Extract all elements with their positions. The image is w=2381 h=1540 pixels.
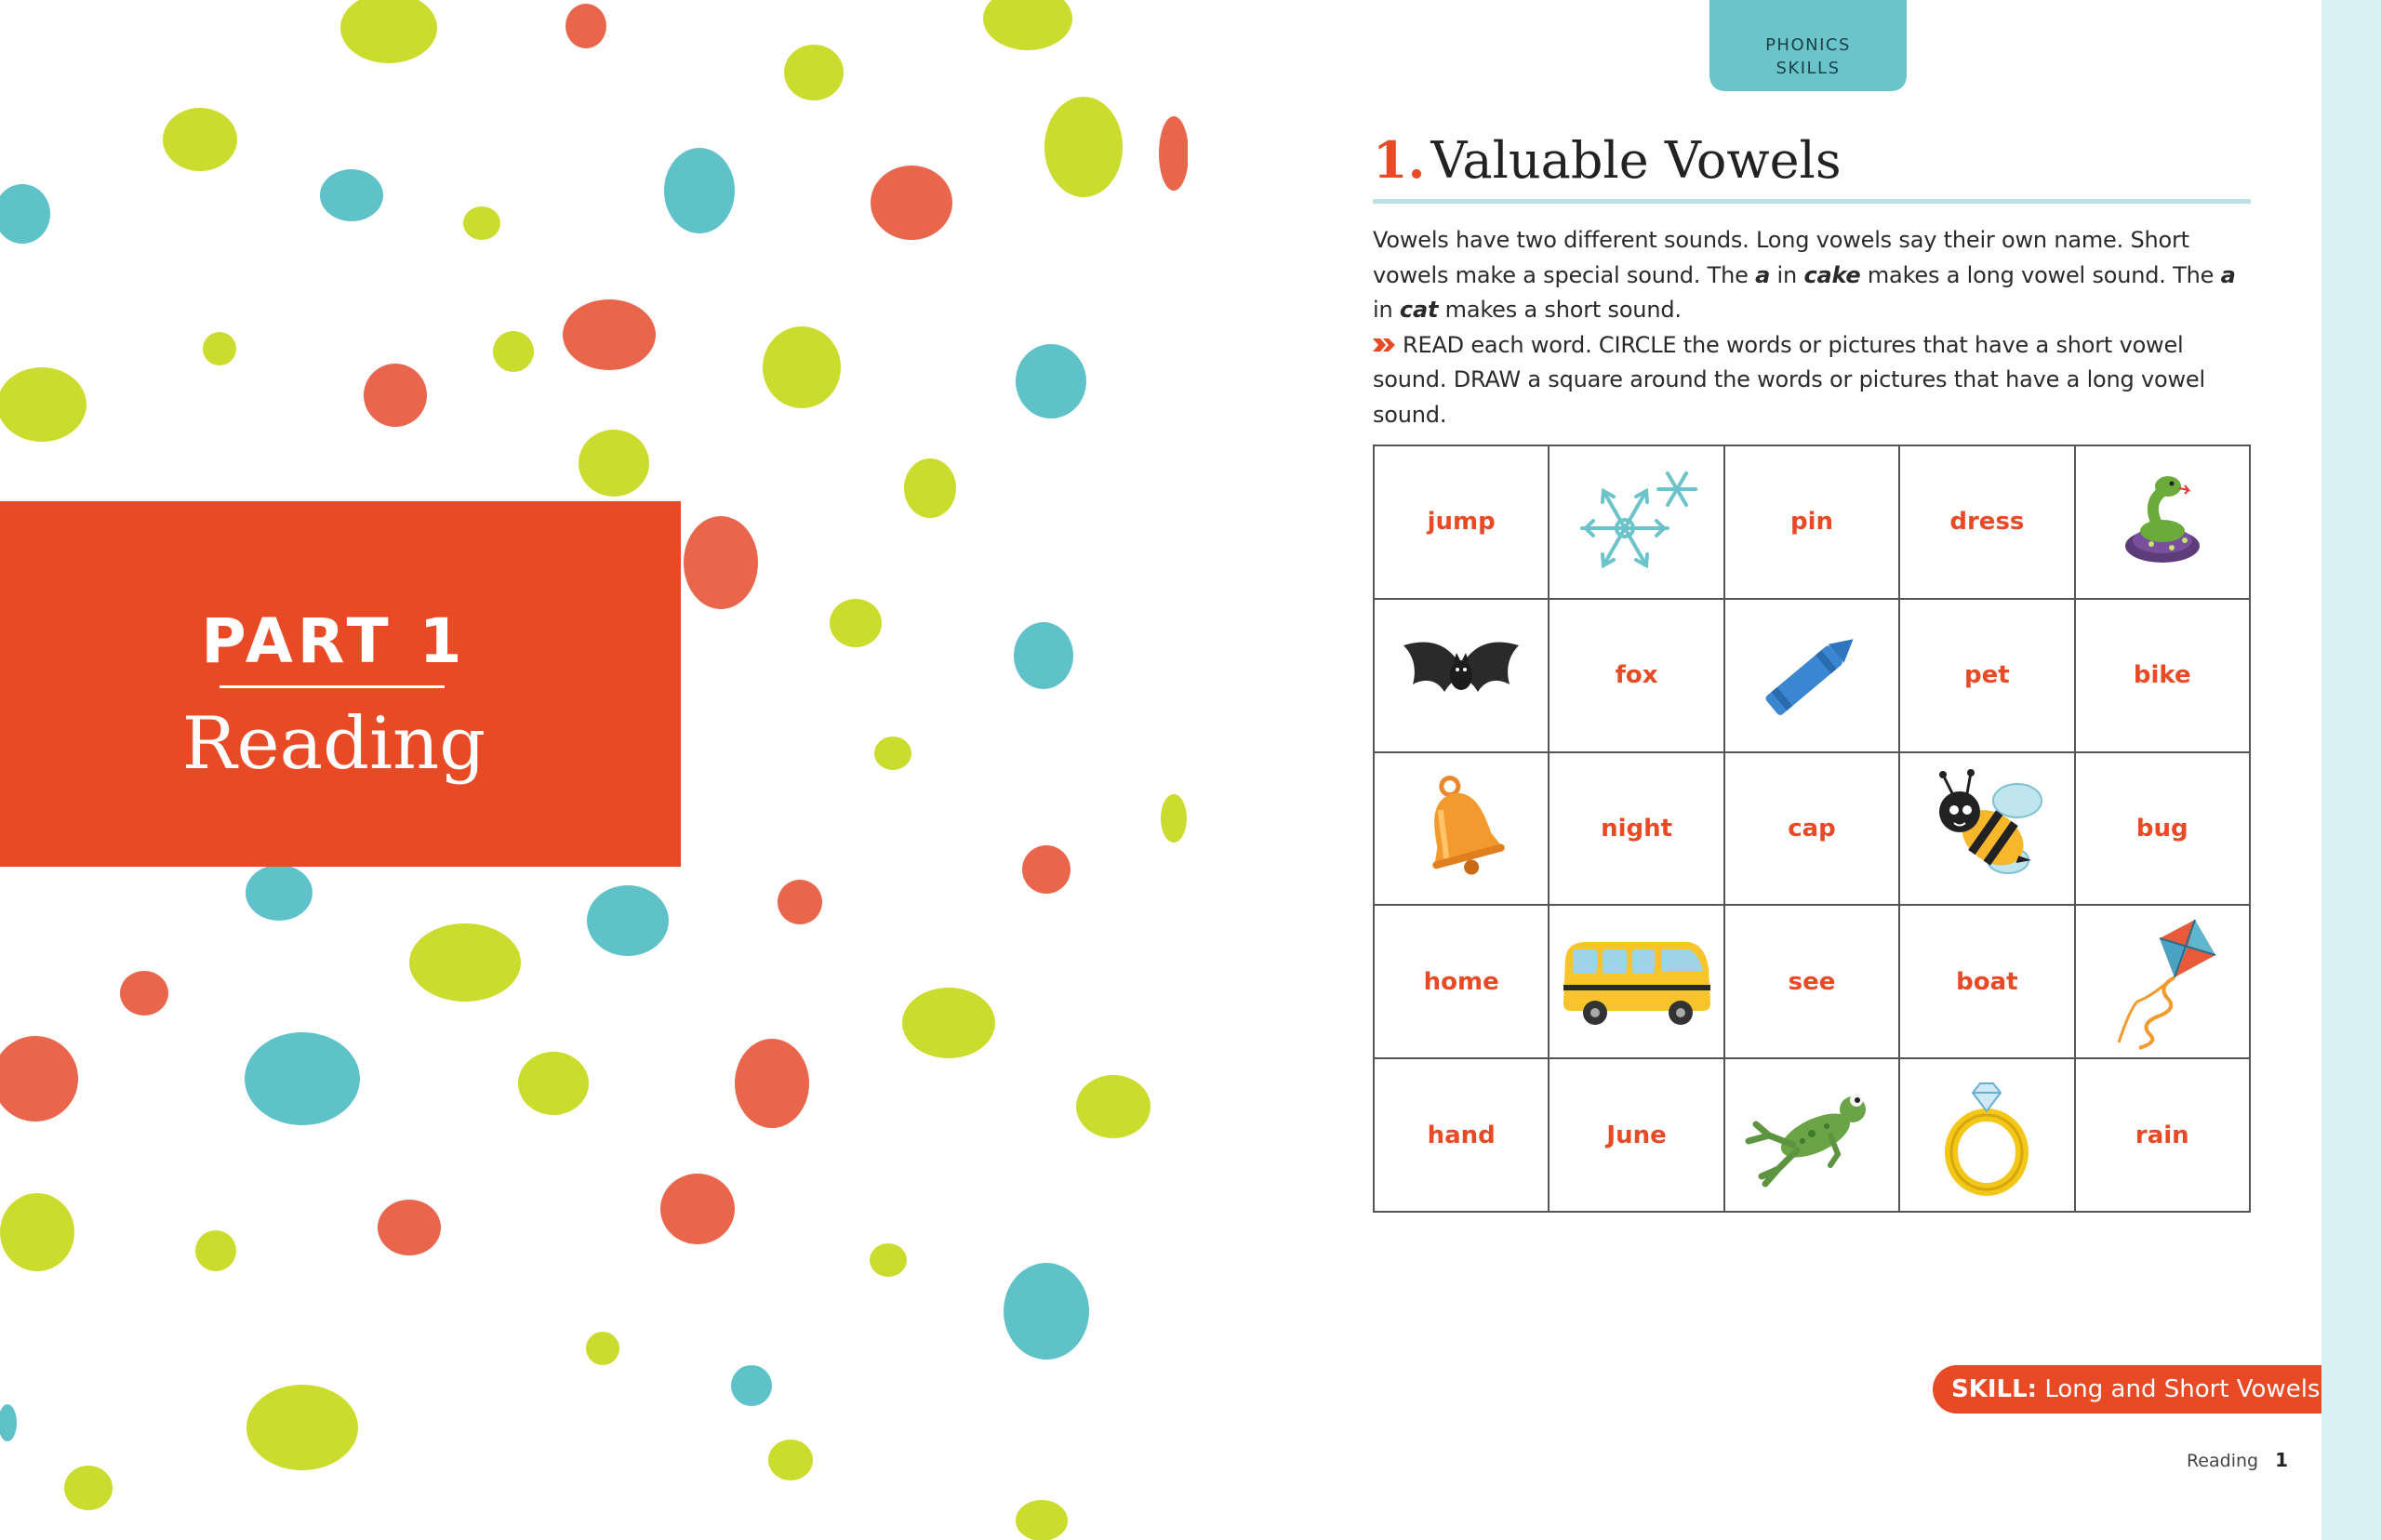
skill-banner — [1933, 1365, 2321, 1414]
left-page — [0, 0, 1188, 1540]
frog-icon — [1737, 1080, 1886, 1191]
grid-cell[interactable] — [1550, 1059, 1724, 1213]
word-see: see — [1788, 967, 1836, 996]
intro-text-part: Vowels have two different sounds. Long vowels say their own name. Short vowels make a special sound. The — [1373, 227, 2189, 288]
grid-cell[interactable] — [2076, 600, 2251, 753]
grid-cell[interactable] — [2076, 753, 2251, 907]
word-night: night — [1601, 814, 1673, 843]
instruction-paragraph — [1373, 328, 2251, 433]
grid-cell[interactable] — [2076, 1059, 2251, 1213]
activity-title — [1373, 130, 1842, 195]
word-boat: boat — [1956, 967, 2018, 996]
bus-icon — [1558, 931, 1716, 1033]
intro-letter-a: a — [2220, 261, 2236, 288]
title-underline — [1373, 199, 2251, 204]
intro-paragraph — [1373, 223, 2251, 328]
snake-icon — [2107, 466, 2218, 578]
grid-cell[interactable] — [2076, 906, 2251, 1059]
intro-text-part: makes a short sound. — [1438, 297, 1682, 323]
crayon-icon — [1751, 619, 1872, 731]
word-jump: jump — [1427, 508, 1496, 537]
grid-cell[interactable] — [1375, 446, 1550, 600]
snowflake-icon — [1567, 452, 1707, 591]
word-dress: dress — [1949, 508, 2025, 537]
section-tab-line1: PHONICS — [1765, 35, 1851, 55]
page-number: 1 — [2275, 1449, 2288, 1471]
grid-cell[interactable] — [1725, 446, 1900, 600]
grid-cell[interactable] — [1725, 906, 1900, 1059]
page-edge-strip — [2321, 0, 2381, 1540]
vowel-grid — [1373, 445, 2251, 1213]
word-hand: hand — [1427, 1121, 1496, 1149]
intro-text-part: in — [1373, 297, 1400, 323]
ring-icon — [1935, 1070, 2038, 1201]
skill-label: SKILL: — [1951, 1375, 2038, 1403]
bee-icon — [1917, 763, 2056, 894]
grid-cell[interactable] — [1375, 600, 1550, 753]
grid-cell[interactable] — [1900, 1059, 2075, 1213]
bat-icon — [1396, 619, 1526, 731]
grid-cell[interactable] — [1375, 906, 1550, 1059]
section-tab-line2: SKILLS — [1776, 59, 1841, 78]
grid-cell[interactable] — [1900, 446, 2075, 600]
intro-letter-a: a — [1755, 261, 1771, 288]
word-pet: pet — [1964, 661, 2010, 690]
word-bike: bike — [2133, 661, 2191, 690]
intro-text-part: makes a long vowel sound. The — [1860, 261, 2221, 288]
grid-cell[interactable] — [1550, 446, 1724, 600]
word-june: June — [1606, 1121, 1667, 1149]
grid-cell[interactable] — [1725, 1059, 1900, 1213]
activity-number: 1. — [1373, 130, 1426, 190]
intro-text — [1373, 223, 2251, 432]
word-home: home — [1423, 967, 1499, 996]
part-title: Reading — [181, 702, 486, 786]
bell-icon — [1405, 768, 1517, 889]
grid-cell[interactable] — [1550, 600, 1724, 753]
section-tab — [1709, 0, 1907, 91]
grid-cell[interactable] — [1375, 753, 1550, 907]
grid-cell[interactable] — [1900, 600, 2075, 753]
grid-cell[interactable] — [1550, 906, 1724, 1059]
word-cap: cap — [1788, 814, 1836, 843]
word-pin: pin — [1789, 508, 1834, 537]
part-divider — [219, 685, 445, 688]
kite-icon — [2102, 912, 2223, 1052]
part-label: PART 1 — [201, 605, 467, 677]
word-rain: rain — [2135, 1121, 2189, 1149]
arrow-bullet-icon — [1373, 336, 1397, 354]
activity-title-text: Valuable Vowels — [1430, 131, 1842, 190]
word-bug: bug — [2135, 814, 2188, 843]
grid-cell[interactable] — [2076, 446, 2251, 600]
page-footer — [2139, 1449, 2288, 1471]
footer-section: Reading — [2186, 1451, 2259, 1471]
intro-word-cake: cake — [1803, 261, 1861, 288]
grid-cell[interactable] — [1550, 753, 1724, 907]
intro-text-part: in — [1770, 261, 1804, 288]
instruction-text: READ each word. CIRCLE the words or pictures that have a short vowel sound. DRAW a square around the words or pictures that have a long vowel sound. — [1373, 331, 2205, 428]
part-title-block — [0, 501, 681, 867]
grid-cell[interactable] — [1725, 600, 1900, 753]
grid-cell[interactable] — [1900, 906, 2075, 1059]
grid-cell[interactable] — [1375, 1059, 1550, 1213]
grid-cell[interactable] — [1900, 753, 2075, 907]
word-fox: fox — [1615, 661, 1658, 690]
intro-word-cat: cat — [1399, 297, 1439, 323]
skill-value: Long and Short Vowels — [2044, 1375, 2321, 1403]
grid-cell[interactable] — [1725, 753, 1900, 907]
